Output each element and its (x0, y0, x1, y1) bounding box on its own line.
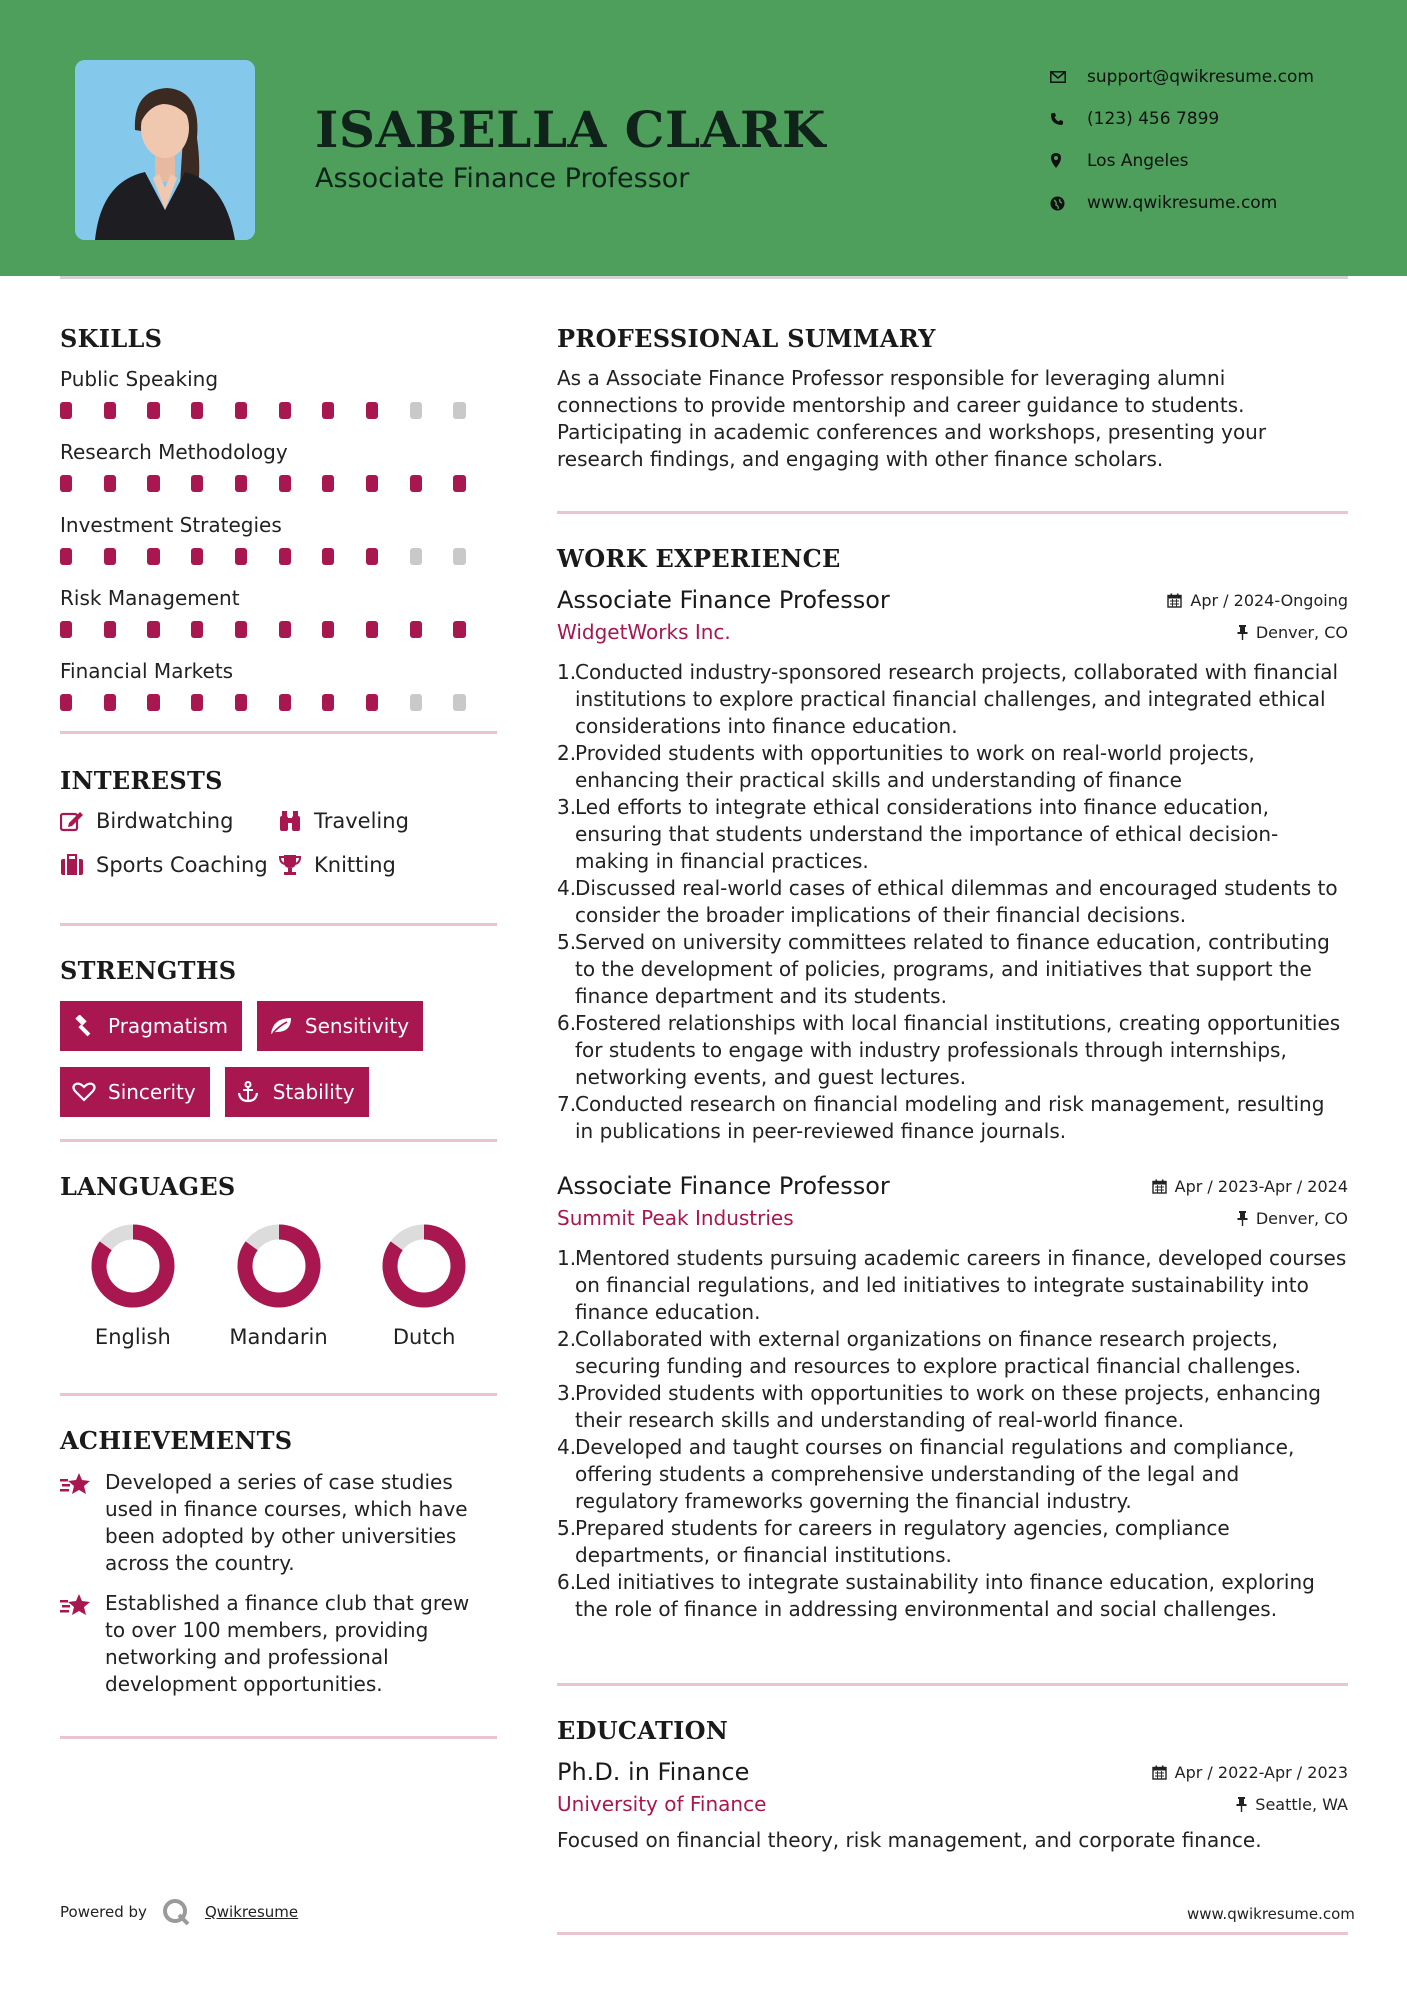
right-column (557, 278, 1348, 1854)
language-label: Mandarin (229, 1325, 328, 1349)
interest-label: Birdwatching (96, 809, 234, 833)
language-item (60, 1223, 206, 1349)
job-bullet: Conducted research on financial modeling and risk management, resulting in publications in peer-reviewed finance journals. (575, 1092, 1325, 1143)
job-location-text: Denver, CO (1255, 1208, 1348, 1228)
job-bullet: Provided students with opportunities to work on these projects, enhancing their research skills and understanding of real-world finance. (575, 1381, 1321, 1432)
job-location (1237, 623, 1348, 642)
skill-dot (104, 621, 116, 638)
skill-dot (60, 402, 72, 419)
skill-dot (453, 402, 465, 419)
pushpin-icon (1237, 625, 1248, 640)
calendar-icon (1152, 1765, 1167, 1780)
resume-header (0, 0, 1407, 276)
shooting-star-icon (60, 1469, 105, 1577)
skill-dot (366, 475, 378, 492)
experience-heading: WORK EXPERIENCE (557, 544, 841, 573)
contact-website-text: www.qwikresume.com (1087, 193, 1278, 213)
skill-dot (322, 402, 334, 419)
degree-title: Ph.D. in Finance (557, 1758, 750, 1786)
job-entry (557, 583, 1348, 1145)
person-portrait-icon (75, 60, 255, 240)
achievements-list (60, 1469, 497, 1698)
calendar-icon (1152, 1179, 1167, 1194)
interests-heading: INTERESTS (60, 766, 223, 795)
company-name: Summit Peak Industries (557, 1206, 794, 1230)
section-divider (557, 1683, 1348, 1686)
job-bullet: Developed and taught courses on financial regulations and compliance, offering students a comprehensive understanding of the legal and regulatory frameworks governing the financial industry. (575, 1435, 1295, 1513)
skill-dot (147, 548, 159, 565)
skill-dot (235, 694, 247, 711)
skill-dot (322, 548, 334, 565)
skill-dot (104, 694, 116, 711)
pushpin-icon (1236, 1797, 1247, 1812)
candidate-name: ISABELLA CLARK (315, 100, 826, 159)
skill-dot (60, 548, 72, 565)
skill-dot (410, 475, 422, 492)
job-bullet: Fostered relationships with local financial institutions, creating opportunities for students to engage with industry professionals through internships, networking events, and guest lectures. (575, 1011, 1341, 1089)
language-item (351, 1223, 497, 1349)
skill-rating (60, 619, 497, 639)
summary-text: As a Associate Finance Professor responsible for leveraging alumni connections to provide mentorship and career guidance to students. Participating in academic conferences and workshops, presenting your research findings, and engaging with other finance scholars. (557, 366, 1267, 471)
anchor-icon (237, 1081, 273, 1103)
skill-dot (147, 621, 159, 638)
left-column (60, 278, 497, 1739)
section-divider (557, 511, 1348, 514)
powered-by-text: Powered by (60, 1903, 147, 1921)
skill-dot (279, 694, 291, 711)
skill-dot (366, 694, 378, 711)
achievements-heading: ACHIEVEMENTS (60, 1426, 293, 1455)
skill-dot (279, 548, 291, 565)
interests-list (60, 807, 497, 879)
job-bullet: Prepared students for careers in regulatory agencies, compliance departments, or financial institutions. (575, 1516, 1230, 1567)
strength-label: Stability (272, 1080, 355, 1104)
skill-name: Risk Management (60, 586, 240, 610)
education-dates (1152, 1763, 1348, 1782)
section-divider (60, 1736, 497, 1739)
skill-dot (322, 621, 334, 638)
skill-dot (104, 548, 116, 565)
footer-divider (557, 1932, 1348, 1935)
qwikresume-logo-icon (161, 1897, 191, 1927)
skill-item (60, 658, 497, 712)
language-ring (90, 1223, 176, 1309)
contact-location (1050, 140, 1314, 182)
strengths-list (60, 1001, 497, 1117)
footer-branding (60, 1897, 298, 1927)
skill-dot (366, 402, 378, 419)
gavel-icon (72, 1015, 108, 1037)
achievement-item (60, 1469, 497, 1577)
interest-item (278, 807, 478, 835)
skill-dot (235, 548, 247, 565)
job-bullet: Collaborated with external organizations on finance research projects, securing funding and resources to explore practical financial challenges. (575, 1327, 1302, 1378)
skill-dot (191, 621, 203, 638)
job-dates (1167, 591, 1348, 610)
strength-badge (60, 1001, 242, 1051)
skill-rating (60, 400, 497, 420)
pencil-square-icon (60, 810, 96, 832)
strength-label: Sincerity (108, 1080, 196, 1104)
section-divider (60, 1393, 497, 1396)
contact-phone-text: (123) 456 7899 (1087, 109, 1220, 129)
job-bullet: Led initiatives to integrate sustainability into finance education, exploring the role of finance in addressing environmental and social challenges. (575, 1570, 1315, 1621)
skill-dot (235, 402, 247, 419)
skills-heading: SKILLS (60, 324, 163, 353)
language-ring (236, 1223, 322, 1309)
strength-label: Sensitivity (304, 1014, 410, 1038)
skill-name: Public Speaking (60, 367, 219, 391)
skill-name: Research Methodology (60, 440, 288, 464)
skill-dot (191, 694, 203, 711)
globe-icon (1050, 196, 1087, 211)
strength-badge (60, 1067, 210, 1117)
skill-item (60, 439, 497, 493)
job-location (1237, 1209, 1348, 1228)
skill-dot (410, 402, 422, 419)
job-bullets (557, 659, 1348, 1145)
skill-dot (191, 402, 203, 419)
interest-label: Sports Coaching (96, 853, 268, 877)
job-bullet: Led efforts to integrate ethical considerations into finance education, ensuring that students understand the importance of ethical decision-making in financial practices. (575, 795, 1279, 873)
skill-item (60, 585, 497, 639)
education-entry (557, 1755, 1348, 1854)
job-bullet: Conducted industry-sponsored research projects, collaborated with financial institutions to explore practical financial challenges, and integrated ethical considerations into finance education. (575, 660, 1339, 738)
skill-dot (366, 621, 378, 638)
language-item (206, 1223, 352, 1349)
education-description: Focused on financial theory, risk management, and corporate finance. (557, 1828, 1262, 1852)
job-location-text: Denver, CO (1255, 622, 1348, 642)
job-title: Associate Finance Professor (557, 1172, 890, 1200)
job-dates (1152, 1177, 1348, 1196)
section-divider (60, 731, 497, 734)
skill-dot (453, 621, 465, 638)
skill-dot (147, 475, 159, 492)
skill-dot (453, 694, 465, 711)
briefcase-icon (60, 854, 96, 876)
skill-dot (60, 475, 72, 492)
skill-dot (191, 475, 203, 492)
company-name: WidgetWorks Inc. (557, 620, 731, 644)
shooting-star-icon (60, 1590, 105, 1698)
skill-dot (60, 621, 72, 638)
strength-badge (225, 1067, 369, 1117)
education-dates-text: Apr / 2022-Apr / 2023 (1174, 1762, 1348, 1782)
envelope-icon (1050, 71, 1087, 83)
job-dates-text: Apr / 2024-Ongoing (1190, 590, 1348, 610)
section-divider (60, 923, 497, 926)
skill-rating (60, 546, 497, 566)
contact-phone[interactable] (1050, 98, 1314, 140)
contact-list (1050, 56, 1314, 224)
languages-list (60, 1223, 497, 1349)
interest-label: Knitting (314, 853, 396, 877)
skill-dot (235, 475, 247, 492)
contact-email-text: support@qwikresume.com (1087, 67, 1314, 87)
skill-dot (410, 621, 422, 638)
job-bullets (557, 1245, 1348, 1623)
job-dates-text: Apr / 2023-Apr / 2024 (1174, 1176, 1348, 1196)
language-label: English (94, 1325, 171, 1349)
map-pin-icon (1050, 153, 1087, 169)
interest-item (278, 851, 478, 879)
leaf-icon (269, 1016, 305, 1036)
skills-list (60, 366, 497, 712)
skill-name: Investment Strategies (60, 513, 282, 537)
skill-dot (191, 548, 203, 565)
skill-dot (279, 621, 291, 638)
profile-photo (75, 60, 255, 240)
interest-item (60, 851, 278, 879)
skill-dot (322, 694, 334, 711)
contact-location-text: Los Angeles (1087, 151, 1189, 171)
skill-dot (104, 402, 116, 419)
skill-dot (147, 694, 159, 711)
skill-dot (104, 475, 116, 492)
candidate-title: Associate Finance Professor (315, 163, 690, 194)
languages-heading: LANGUAGES (60, 1172, 236, 1201)
strengths-heading: STRENGTHS (60, 956, 237, 985)
skill-dot (60, 694, 72, 711)
calendar-icon (1167, 593, 1182, 608)
skill-dot (279, 402, 291, 419)
footer-website[interactable]: www.qwikresume.com (1187, 1905, 1355, 1923)
section-divider (60, 1139, 497, 1142)
job-bullet: Served on university committees related to finance education, contributing to the development of policies, programs, and initiatives that support the finance department and its students. (575, 930, 1330, 1008)
job-bullet: Discussed real-world cases of ethical dilemmas and encouraged students to consider the broader implications of their financial decisions. (575, 876, 1338, 927)
job-entry (557, 1169, 1348, 1623)
school-name: University of Finance (557, 1792, 767, 1816)
education-location (1236, 1795, 1348, 1814)
skill-rating (60, 692, 497, 712)
achievement-item (60, 1590, 497, 1698)
skill-dot (453, 475, 465, 492)
skill-dot (279, 475, 291, 492)
pushpin-icon (1237, 1211, 1248, 1226)
skill-item (60, 512, 497, 566)
phone-icon (1050, 112, 1087, 126)
strength-label: Pragmatism (108, 1014, 228, 1038)
interest-label: Traveling (314, 809, 409, 833)
skill-dot (410, 694, 422, 711)
skill-dot (147, 402, 159, 419)
achievement-text: Established a finance club that grew to over 100 members, providing networking and professional development opportunities. (105, 1591, 470, 1696)
skill-dot (322, 475, 334, 492)
interest-item (60, 807, 278, 835)
skill-dot (366, 548, 378, 565)
binoculars-icon (278, 810, 314, 832)
summary-heading: PROFESSIONAL SUMMARY (557, 324, 936, 353)
heart-icon (72, 1082, 108, 1102)
job-bullet: Mentored students pursuing academic careers in finance, developed courses on financial regulations, and led initiatives to integrate sustainability into finance education. (575, 1246, 1347, 1324)
job-title: Associate Finance Professor (557, 586, 890, 614)
language-label: Dutch (392, 1325, 456, 1349)
education-heading: EDUCATION (557, 1716, 729, 1745)
achievement-text: Developed a series of case studies used in finance courses, which have been adopted by other universities across the country. (105, 1470, 468, 1575)
skill-rating (60, 473, 497, 493)
contact-website[interactable] (1050, 182, 1314, 224)
skill-dot (235, 621, 247, 638)
qwikresume-link[interactable]: Qwikresume (204, 1903, 299, 1921)
skill-item (60, 366, 497, 420)
skill-dot (453, 548, 465, 565)
contact-email[interactable] (1050, 56, 1314, 98)
education-location-text: Seattle, WA (1255, 1794, 1348, 1814)
skill-name: Financial Markets (60, 659, 234, 683)
trophy-icon (278, 854, 314, 876)
language-ring (381, 1223, 467, 1309)
strength-badge (257, 1001, 423, 1051)
skill-dot (410, 548, 422, 565)
job-bullet: Provided students with opportunities to work on real-world projects, enhancing their practical skills and understanding of finance (575, 741, 1255, 792)
